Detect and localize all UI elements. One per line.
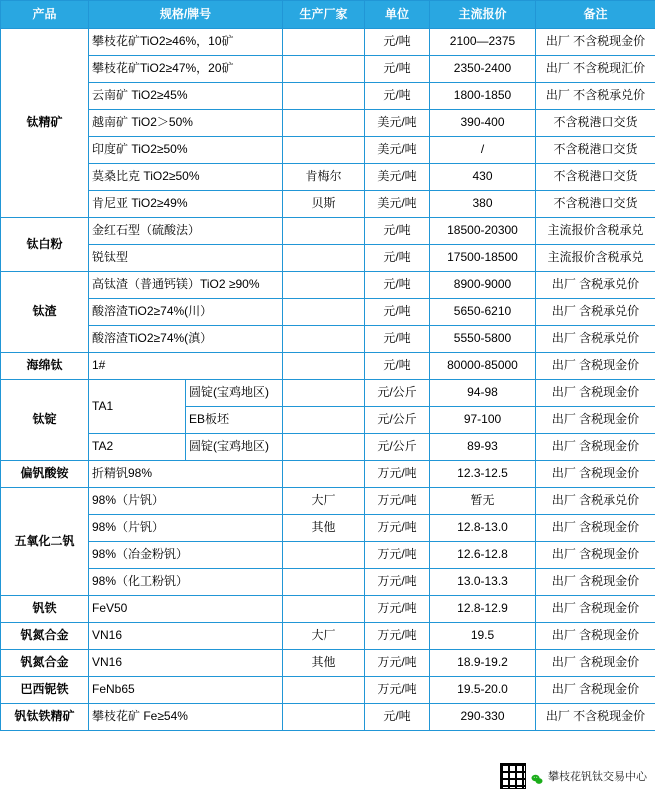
- cell-maker: [283, 299, 365, 326]
- cell-product: 五氧化二钒: [1, 488, 89, 596]
- cell-price: 19.5: [430, 623, 536, 650]
- cell-maker: 大厂: [283, 623, 365, 650]
- cell-maker: [283, 56, 365, 83]
- cell-unit: 元/吨: [365, 326, 430, 353]
- cell-spec: 肯尼亚 TiO2≥49%: [89, 191, 283, 218]
- cell-product: 钒氮合金: [1, 650, 89, 677]
- cell-price: 2100—2375: [430, 29, 536, 56]
- cell-spec: 酸溶渣TiO2≥74%(川）: [89, 299, 283, 326]
- cell-note: 出厂 含税现金价: [536, 353, 655, 380]
- cell-spec: FeV50: [89, 596, 283, 623]
- cell-spec: 98%（片钒）: [89, 488, 283, 515]
- table-row: [1, 29, 655, 56]
- cell-note: 不含税港口交货: [536, 110, 655, 137]
- cell-unit: 元/吨: [365, 56, 430, 83]
- cell-maker: [283, 542, 365, 569]
- cell-note: 出厂 不含税现金价: [536, 704, 655, 731]
- table-row: [1, 461, 655, 488]
- table-row: [1, 137, 655, 164]
- cell-maker: 肯梅尔: [283, 164, 365, 191]
- cell-note: 出厂 含税现金价: [536, 677, 655, 704]
- cell-unit: 万元/吨: [365, 677, 430, 704]
- column-header-price: 主流报价: [430, 1, 536, 29]
- column-header-product: 产品: [1, 1, 89, 29]
- cell-unit: 美元/吨: [365, 137, 430, 164]
- cell-price: 5650-6210: [430, 299, 536, 326]
- cell-note: 出厂 含税现金价: [536, 542, 655, 569]
- cell-spec: 云南矿 TiO2≥45%: [89, 83, 283, 110]
- cell-maker: 贝斯: [283, 191, 365, 218]
- cell-product: 钒氮合金: [1, 623, 89, 650]
- cell-product: 钛渣: [1, 272, 89, 353]
- cell-unit: 美元/吨: [365, 164, 430, 191]
- cell-unit: 元/吨: [365, 245, 430, 272]
- cell-unit: 元/公斤: [365, 380, 430, 407]
- cell-price: /: [430, 137, 536, 164]
- cell-note: 出厂 含税现金价: [536, 623, 655, 650]
- cell-unit: 元/吨: [365, 83, 430, 110]
- cell-product: 巴西铌铁: [1, 677, 89, 704]
- cell-spec: 锐钛型: [89, 245, 283, 272]
- column-header-maker: 生产厂家: [283, 1, 365, 29]
- cell-spec: 印度矿 TiO2≥50%: [89, 137, 283, 164]
- cell-unit: 元/吨: [365, 218, 430, 245]
- cell-price: 12.8-13.0: [430, 515, 536, 542]
- cell-maker: [283, 461, 365, 488]
- cell-unit: 美元/吨: [365, 110, 430, 137]
- cell-note: 不含税港口交货: [536, 164, 655, 191]
- table-row: [1, 677, 655, 704]
- cell-spec: 1#: [89, 353, 283, 380]
- cell-product: 海绵钛: [1, 353, 89, 380]
- cell-unit: 万元/吨: [365, 623, 430, 650]
- cell-price: 430: [430, 164, 536, 191]
- table-row: [1, 542, 655, 569]
- cell-note: 出厂 含税承兑价: [536, 326, 655, 353]
- cell-maker: 大厂: [283, 488, 365, 515]
- cell-maker: [283, 29, 365, 56]
- cell-price: 380: [430, 191, 536, 218]
- cell-spec: 攀枝花矿TiO2≥47%，20矿: [89, 56, 283, 83]
- cell-maker: 其他: [283, 515, 365, 542]
- cell-spec: 98%（化工粉钒）: [89, 569, 283, 596]
- table-row: [1, 245, 655, 272]
- cell-unit: 万元/吨: [365, 569, 430, 596]
- cell-price: 290-330: [430, 704, 536, 731]
- column-header-note: 备注: [536, 1, 655, 29]
- cell-spec: 攀枝花矿 Fe≥54%: [89, 704, 283, 731]
- cell-unit: 万元/吨: [365, 596, 430, 623]
- cell-note: 出厂 含税承兑价: [536, 299, 655, 326]
- cell-unit: 万元/吨: [365, 461, 430, 488]
- cell-subspec: EB板坯: [186, 407, 283, 434]
- table-row: [1, 623, 655, 650]
- cell-maker: [283, 218, 365, 245]
- cell-product: 偏钒酸铵: [1, 461, 89, 488]
- table-row: [1, 704, 655, 731]
- cell-spec: 酸溶渣TiO2≥74%(滇）: [89, 326, 283, 353]
- cell-product: 钒铁: [1, 596, 89, 623]
- footer-watermark: [500, 763, 647, 789]
- cell-spec: TA1: [89, 380, 186, 434]
- cell-unit: 万元/吨: [365, 542, 430, 569]
- cell-unit: 美元/吨: [365, 191, 430, 218]
- cell-maker: [283, 137, 365, 164]
- cell-maker: [283, 380, 365, 407]
- cell-note: 出厂 不含税现汇价: [536, 56, 655, 83]
- cell-maker: [283, 704, 365, 731]
- cell-product: 钛白粉: [1, 218, 89, 272]
- cell-note: 出厂 含税现金价: [536, 515, 655, 542]
- table-row: [1, 218, 655, 245]
- cell-spec: 98%（片钒）: [89, 515, 283, 542]
- cell-product: 钛精矿: [1, 29, 89, 218]
- cell-note: 出厂 含税现金价: [536, 596, 655, 623]
- cell-maker: [283, 353, 365, 380]
- cell-note: 出厂 含税现金价: [536, 434, 655, 461]
- cell-price: 390-400: [430, 110, 536, 137]
- cell-price: 89-93: [430, 434, 536, 461]
- cell-price: 94-98: [430, 380, 536, 407]
- cell-price: 18.9-19.2: [430, 650, 536, 677]
- cell-spec: VN16: [89, 650, 283, 677]
- cell-unit: 元/公斤: [365, 434, 430, 461]
- cell-subspec: 圆锭(宝鸡地区): [186, 380, 283, 407]
- table-row: [1, 56, 655, 83]
- cell-spec: 攀枝花矿TiO2≥46%，10矿: [89, 29, 283, 56]
- cell-note: 出厂 不含税承兑价: [536, 83, 655, 110]
- cell-price: 暂无: [430, 488, 536, 515]
- cell-note: 出厂 含税现金价: [536, 650, 655, 677]
- table-row: [1, 191, 655, 218]
- table-header: [1, 1, 655, 29]
- cell-note: 出厂 含税承兑价: [536, 272, 655, 299]
- table-row: [1, 110, 655, 137]
- cell-unit: 元/吨: [365, 299, 430, 326]
- cell-note: 出厂 含税现金价: [536, 461, 655, 488]
- cell-unit: 元/吨: [365, 272, 430, 299]
- cell-price: 18500-20300: [430, 218, 536, 245]
- cell-unit: 万元/吨: [365, 488, 430, 515]
- table-body: [1, 29, 655, 731]
- table-row: [1, 488, 655, 515]
- cell-price: 12.8-12.9: [430, 596, 536, 623]
- table-row: [1, 596, 655, 623]
- cell-price: 8900-9000: [430, 272, 536, 299]
- cell-unit: 元/吨: [365, 353, 430, 380]
- cell-note: 主流报价含税承兑: [536, 245, 655, 272]
- column-header-unit: 单位: [365, 1, 430, 29]
- cell-maker: [283, 569, 365, 596]
- cell-note: 出厂 含税现金价: [536, 407, 655, 434]
- header-row: [1, 1, 655, 29]
- cell-maker: [283, 272, 365, 299]
- wechat-icon: [531, 772, 543, 783]
- cell-subspec: 圆锭(宝鸡地区): [186, 434, 283, 461]
- cell-price: 17500-18500: [430, 245, 536, 272]
- cell-price: 19.5-20.0: [430, 677, 536, 704]
- table-row: [1, 353, 655, 380]
- table-row: [1, 83, 655, 110]
- cell-spec: 98%（冶金粉钒）: [89, 542, 283, 569]
- cell-price: 80000-85000: [430, 353, 536, 380]
- cell-maker: [283, 596, 365, 623]
- table-row: [1, 326, 655, 353]
- cell-spec: VN16: [89, 623, 283, 650]
- cell-maker: [283, 110, 365, 137]
- cell-unit: 元/吨: [365, 29, 430, 56]
- cell-note: 主流报价含税承兑: [536, 218, 655, 245]
- cell-note: 出厂 不含税现金价: [536, 29, 655, 56]
- cell-maker: [283, 83, 365, 110]
- cell-price: 5550-5800: [430, 326, 536, 353]
- cell-price: 97-100: [430, 407, 536, 434]
- cell-price: 13.0-13.3: [430, 569, 536, 596]
- cell-unit: 万元/吨: [365, 650, 430, 677]
- table-row: [1, 272, 655, 299]
- cell-maker: 其他: [283, 650, 365, 677]
- table-row: [1, 434, 655, 461]
- cell-maker: [283, 326, 365, 353]
- cell-price: 12.3-12.5: [430, 461, 536, 488]
- cell-unit: 万元/吨: [365, 515, 430, 542]
- table-row: [1, 164, 655, 191]
- cell-price: 1800-1850: [430, 83, 536, 110]
- cell-price: 2350-2400: [430, 56, 536, 83]
- table-row: [1, 380, 655, 407]
- cell-spec: 折精钒98%: [89, 461, 283, 488]
- table-row: [1, 299, 655, 326]
- table-row: [1, 515, 655, 542]
- cell-note: 出厂 含税承兑价: [536, 488, 655, 515]
- cell-price: 12.6-12.8: [430, 542, 536, 569]
- cell-spec: 越南矿 TiO2＞50%: [89, 110, 283, 137]
- cell-maker: [283, 677, 365, 704]
- cell-spec: 高钛渣（普通钙镁）TiO2 ≥90%: [89, 272, 283, 299]
- column-header-spec: 规格/牌号: [89, 1, 283, 29]
- cell-maker: [283, 434, 365, 461]
- cell-product: 钒钛铁精矿: [1, 704, 89, 731]
- cell-maker: [283, 407, 365, 434]
- footer-text: 攀枝花钒钛交易中心: [548, 771, 647, 783]
- cell-product: 钛锭: [1, 380, 89, 461]
- cell-spec: TA2: [89, 434, 186, 461]
- cell-spec: FeNb65: [89, 677, 283, 704]
- table-row: [1, 650, 655, 677]
- cell-maker: [283, 245, 365, 272]
- cell-unit: 元/公斤: [365, 407, 430, 434]
- cell-note: 不含税港口交货: [536, 191, 655, 218]
- cell-spec: 金红石型（硫酸法）: [89, 218, 283, 245]
- cell-spec: 莫桑比克 TiO2≥50%: [89, 164, 283, 191]
- cell-note: 不含税港口交货: [536, 137, 655, 164]
- qr-code-icon: [500, 763, 526, 789]
- cell-note: 出厂 含税现金价: [536, 380, 655, 407]
- table-row: [1, 569, 655, 596]
- cell-unit: 元/吨: [365, 704, 430, 731]
- cell-note: 出厂 含税现金价: [536, 569, 655, 596]
